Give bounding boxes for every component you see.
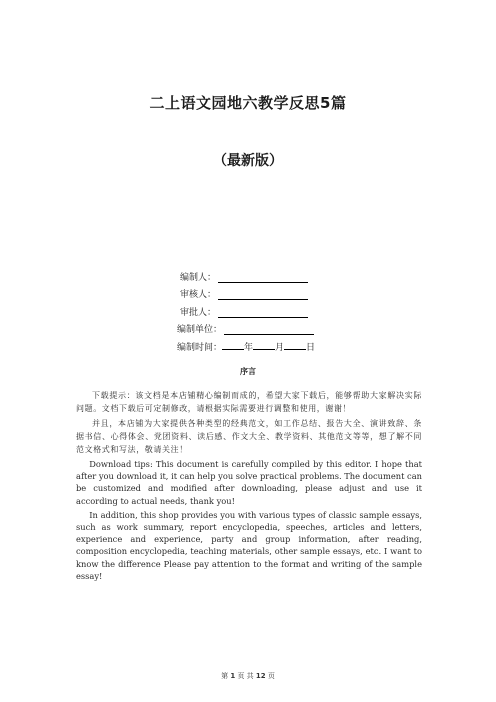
preface-body [76,389,422,584]
meta-unit-row [177,318,315,336]
meta-day-label: 日 [306,342,316,353]
meta-year-label: 年 [244,342,254,353]
meta-day-blank [284,339,306,350]
meta-month-label: 月 [275,342,285,353]
preface-paragraph-en-2: In addition, this shop provides you with various types of classic sample essays, such as work summary, report encyclopedia, speeches, articles and letters, experience and experience, party and group information, after reading, composition encyclopedia, teaching materials, other sample essays, etc. I want to know the difference Please pay attention to the format and writing of the sample essay! [76,509,422,581]
document-title: 二上语文园地六教学反思5篇 [149,94,347,112]
meta-unit-label: 编制单位： [177,325,223,335]
meta-time-row [177,335,315,353]
preface-paragraph-cn-2: 并且，本店铺为大家提供各种类型的经典范文，如工作总结、报告大全、演讲致辞、条据书信、心得体会、党团资料、读后感、作文大全、教学资料、其他范文等等，想了解不同范文格式和写法，敬请关注！ [76,419,422,454]
meta-editor-blank [218,272,308,283]
preface-paragraph-cn-1: 下载提示：该文档是本店铺精心编制而成的，希望大家下载后，能够帮助大家解决实际问题。文档下载后可定制修改，请根据实际需要进行调整和使用，谢谢！ [76,391,422,413]
document-subtitle: （最新版） [213,153,283,169]
preface-heading: 序言 [240,367,256,376]
meta-reviewer-row [180,283,315,301]
preface-paragraph-en-1: Download tips: This document is carefully compiled by this editor. I hope that after you download it, it can help you solve practical problems. The document can be customized and modified after downloading, please adjust and use it according to actual needs, thank you! [76,459,422,506]
footer-middle: 页 共 [237,672,254,680]
meta-approver-blank [218,307,308,318]
footer-page-number: 1 [230,672,236,680]
meta-editor-row [180,265,315,283]
footer-prefix: 第 [221,672,229,680]
meta-year-blank [222,339,244,350]
meta-unit-blank [224,324,314,335]
meta-approver-label: 审批人： [180,307,217,318]
document-meta-block [177,265,316,353]
meta-reviewer-blank [218,289,308,300]
meta-editor-label: 编制人： [180,272,217,283]
meta-approver-row [180,300,315,318]
meta-reviewer-label: 审核人： [180,290,217,300]
footer-suffix: 页 [267,672,275,680]
meta-month-blank [253,339,275,350]
page-footer [0,671,496,681]
meta-date [222,339,315,353]
meta-time-label: 编制时间： [177,342,223,353]
footer-total-pages: 12 [255,672,266,680]
